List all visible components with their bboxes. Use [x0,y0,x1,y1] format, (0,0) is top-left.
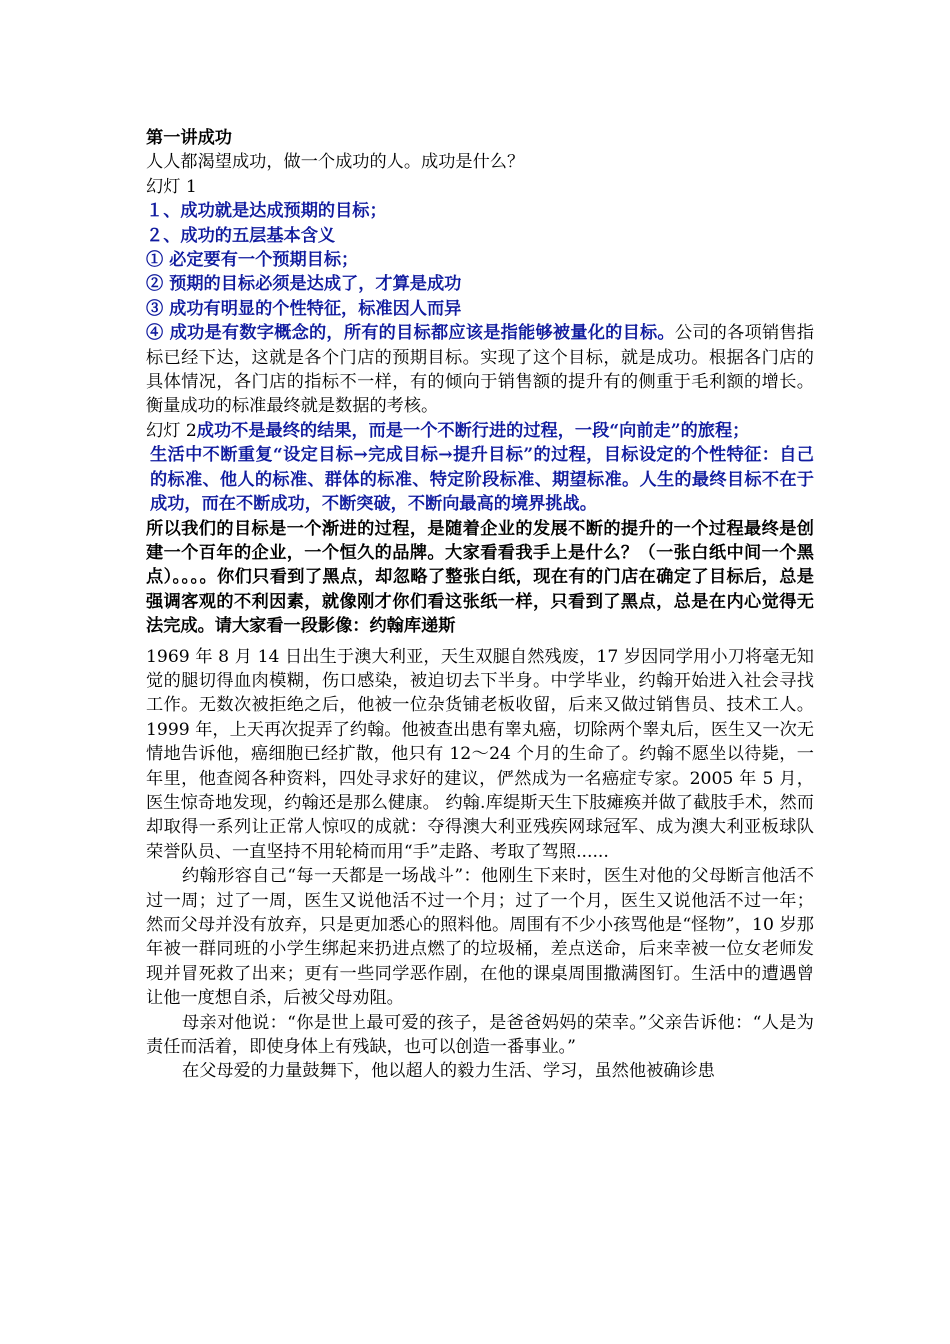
point-2: ２、成功的五层基本含义 [146,225,336,246]
point-circled-2: ② 预期的目标必须是达成了，才算是成功 [146,274,462,295]
slide-2-label: 幻灯 2 [146,420,197,441]
slide-1-label: 幻灯 1 [146,176,197,197]
point-1: １、成功就是达成预期的目标； [146,201,387,222]
point-circled-3: ③ 成功有明显的个性特征，标准因人而异 [146,298,462,319]
slide-2-paragraph [146,419,814,443]
point-circled-4-bold: ④ 成功是有数字概念的，所有的目标都应该是指能够被量化的目标。 [146,323,675,344]
point-circled-4-text: 公司的各项销售指标已经下达，这就是各个门店的预期目标。实现了这个目标，就是成功。根据各门店的具体情况，各门店的指标不一样，有的倾向于销售额的提升有的侧重于毛利额的增长。衡量成功的标准最终就是数据的考核。 [146,323,814,417]
intro-text: 人人都渴望成功，做一个成功的人。成功是什么？ [146,152,525,173]
slide-2-block: 生活中不断重复“设定目标→完成目标→提升目标”的过程，目标设定的个性特征：自己的标准、他人的标准、群体的标准、特定阶段标准、期望标准。人生的最终目标不在于成功，而在不断成功，不断突破，不断向最高的境界挑战。 [150,445,814,515]
slide-2-heading: 成功不是最终的结果，而是一个不断行进的过程，一段“向前走”的旅程； [196,420,750,441]
point-circled-4-paragraph [146,321,814,419]
story-paragraph-3: 母亲对他说：“你是世上最可爱的孩子，是爸爸妈妈的荣幸。”父亲告诉他：“人是为责任而活着，即使身体上有残缺，也可以创造一番事业。” [146,1012,814,1058]
emphasis-paragraph: 所以我们的目标是一个渐进的过程，是随着企业的发展不断的提升的一个过程最终是创建一个百年的企业，一个恒久的品牌。大家看看我手上是什么？（一张白纸中间一个黑点）。。。。你们只看到了黑点，却忽略了整张白纸，现在有的门店在确定了目标后，总是强调客观的不利因素，就像刚才你们看这张纸一样，只看到了黑点，总是在内心觉得无法完成。请大家看一段影像：约翰库递斯 [146,518,814,637]
story-paragraph-1: 1969 年 8 月 14 日出生于澳大利亚，天生双腿自然残废，17 岁因同学用小刀将毫无知觉的腿切得血肉模糊，伤口感染，被迫切去下半身。中学毕业，约翰开始进入社会寻找工作。无数次被拒绝之后，他被一位杂货铺老板收留，后来又做过销售员、技术工人。1999 年，上天再次捉弄了约翰。他被查出患有睾丸癌，切除两个睾丸后，医生又一次无情地告诉他，癌细胞已经扩散，他只有 12～24 个月的生命了。约翰不愿坐以待毙，一年里，他查阅各种资料，四处寻求好的建议，俨然成为一名癌症专家。2005 年 5 月，医生惊奇地发现，约翰还是那么健康。 约翰.库缇斯天生下肢瘫痪并做了截肢手术，然而却取得一系列让正常人惊叹的成就：夺得澳大利亚残疾网球冠军、成为澳大利亚板球队荣誉队员、一直坚持不用轮椅而用“手”走路、考取了驾照...... [146,646,814,862]
document-page [146,126,814,1084]
lecture-title: 第一讲成功 [146,128,232,148]
story-paragraph-4: 在父母爱的力量鼓舞下，他以超人的毅力生活、学习，虽然他被确诊患 [182,1061,715,1082]
point-circled-1: ① 必定要有一个预期目标； [146,250,359,271]
story-paragraph-2: 约翰形容自己“每一天都是一场战斗”：他刚生下来时，医生对他的父母断言他活不过一周；过了一周，医生又说他活不过一个月；过了一个月，医生又说他活不过一年；然而父母并没有放弃，只是更加悉心的照料他。周围有不少小孩骂他是“怪物”，10 岁那年被一群同班的小学生绑起来扔进点燃了的垃圾桶，差点送命，后来幸被一位女老师发现并冒死救了出来；更有一些同学恶作剧，在他的课桌周围撒满图钉。生活中的遭遇曾让他一度想自杀，后被父母劝阻。 [146,866,814,1009]
